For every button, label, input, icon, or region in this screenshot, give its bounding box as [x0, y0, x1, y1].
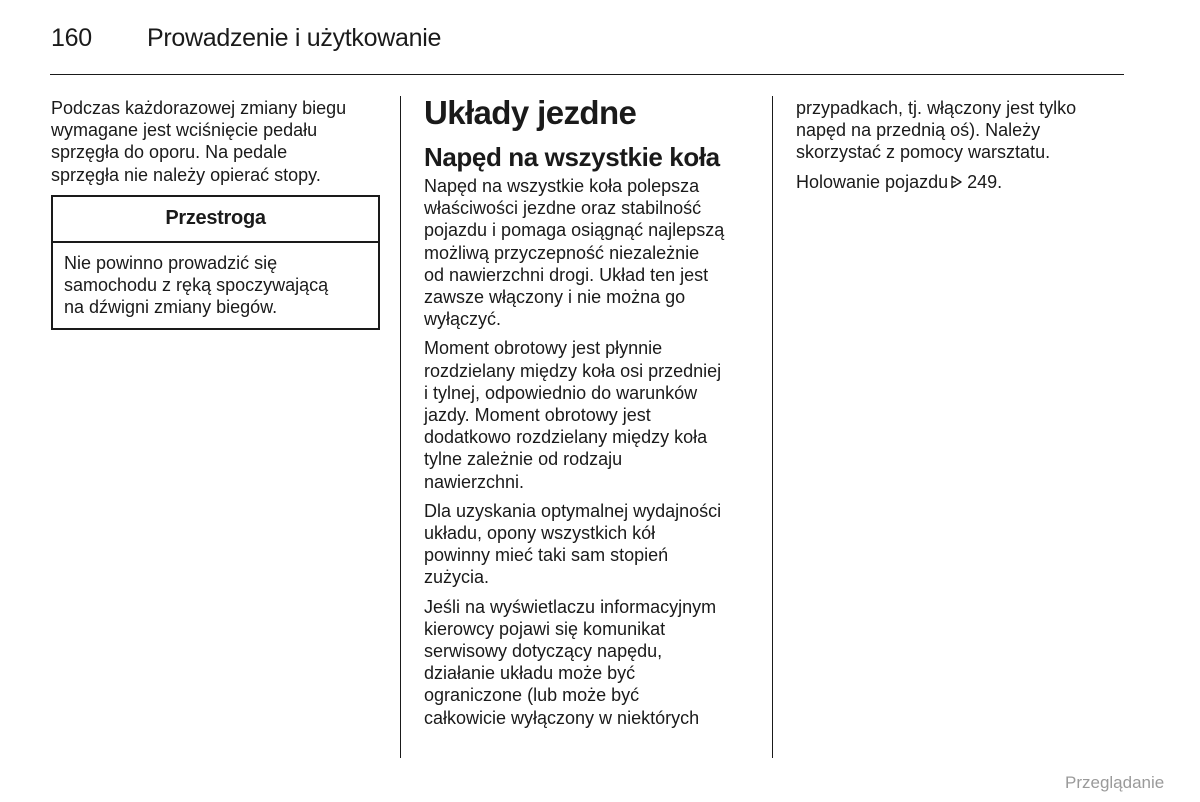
awd-paragraph-4: Jeśli na wyświetlaczu informacyjnym kierowcy pojawi się komunikat serwisowy dotyczący napędu, działanie układu może być ograniczone (lub może być całkowicie wyłączony w niektórych: [424, 596, 717, 728]
awd-paragraph-2: Moment obrotowy jest płynnie rozdzielany między koła osi przedniej i tylnej, odpowiednio do warunków jazdy. Moment obrotowy jest dodatkowo rozdzielany między koła tylne zależnie od rodzaju nawierzchni.: [424, 338, 722, 492]
header-rule: [50, 74, 1124, 75]
awd-paragraph-3: Dla uzyskania optymalnej wydajności układu, opony wszystkich kół powinny mieć taki sam stopień zużycia.: [424, 500, 722, 588]
column-middle: [424, 93, 764, 736]
caution-box: [51, 195, 380, 330]
towing-reference-label: Holowanie pojazdu: [796, 171, 949, 192]
column-divider-left: [400, 96, 401, 758]
column-right: [796, 97, 1126, 200]
towing-reference[interactable]: [796, 171, 1126, 193]
running-title: Prowadzenie i użytkowanie: [147, 24, 442, 52]
continued-paragraph: przypadkach, tj. włączony jest tylko napęd na przednią oś). Należy skorzystać z pomocy warsztatu.: [796, 98, 1077, 163]
caution-text: Nie powinno prowadzić się samochodu z ręką spoczywającą na dźwigni zmiany biegów.: [64, 253, 329, 318]
awd-paragraph-1: Napęd na wszystkie koła polepsza właściwości jezdne oraz stabilność pojazdu i pomaga osiągnąć najlepszą możliwą przyczepność niezależnie od nawierzchni drogi. Układ ten jest zawsze włączony i nie można go wyłączyć.: [424, 176, 725, 330]
column-divider-right: [772, 96, 773, 758]
page-reference-arrow-icon: [950, 175, 963, 189]
section-title: Układy jezdne: [424, 94, 637, 131]
page-number: 160: [51, 24, 92, 52]
footer-navigation-label[interactable]: Przeglądanie: [1065, 773, 1165, 792]
clutch-paragraph: Podczas każdorazowej zmiany biegu wymagane jest wciśnięcie pedału sprzęgła do oporu. Na pedale sprzęgła nie należy opierać stopy.: [51, 98, 347, 185]
subsection-title: Napęd na wszystkie koła: [424, 142, 720, 172]
column-left: [51, 97, 386, 330]
caution-heading: Przestroga: [53, 197, 378, 243]
towing-reference-page: 249.: [967, 171, 1003, 192]
